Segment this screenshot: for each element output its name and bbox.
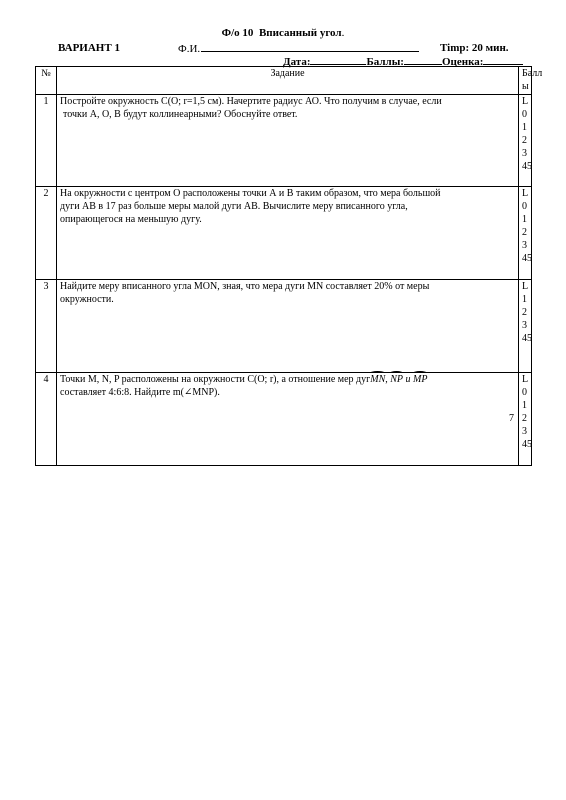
score-field-line[interactable] — [404, 55, 442, 65]
score-label: Баллы: — [366, 56, 404, 68]
time-limit: Timp: 20 мин. — [440, 42, 509, 54]
table-row — [36, 95, 532, 187]
title-dot: . — [341, 27, 345, 39]
header-points — [519, 67, 543, 95]
conjunction: и — [405, 374, 411, 385]
arc-mn: MN — [370, 374, 386, 385]
title-topic: Вписанный угол — [258, 27, 342, 39]
points-line: 2 — [522, 135, 527, 146]
table-row — [36, 280, 532, 373]
date-field-line[interactable] — [310, 55, 366, 65]
table-row — [36, 187, 532, 280]
task-number: 3 — [36, 280, 57, 373]
task-text-line: точки А, О, В будут коллинеарными? Обоснуйте ответ. — [63, 109, 298, 120]
title-code: Ф/о 10 — [221, 27, 254, 39]
points-line: 3 45 — [522, 148, 532, 172]
points-line: L 0 1 — [522, 188, 528, 225]
separator: , — [385, 374, 388, 385]
header-task: Задание — [57, 67, 519, 95]
points-line: 2 3 45 — [522, 413, 532, 450]
page-number: 7 — [509, 413, 514, 424]
task-text-line: составляет 4:6:8. Найдите m(∠MNP). — [60, 387, 220, 398]
arc-mp: MP — [413, 374, 428, 385]
header-number: № — [36, 67, 57, 95]
tasks-table — [35, 66, 543, 466]
header-points-line2: ы — [522, 81, 529, 92]
task-points — [519, 187, 532, 280]
task-points — [519, 95, 532, 187]
task-text-line: Найдите меру вписанного угла MON, зная, что мера дуги MN составляет 20% от меры — [60, 281, 430, 292]
task-points — [519, 373, 532, 466]
task-text-line: На окружности с центром О расположены точки А и В таким образом, что мера большой — [60, 188, 441, 199]
document-title — [0, 27, 566, 39]
task-number: 1 — [36, 95, 57, 187]
task-text-line: опирающегося на меньшую дугу. — [60, 214, 202, 225]
table-row — [36, 373, 532, 466]
task-text-line: окружности. — [60, 294, 114, 305]
task-text-segment: Точки M, N, P расположены на окружности C(O; r), а отношение мер дуг — [60, 374, 371, 385]
task-text — [57, 95, 519, 187]
header-points-line1: Балл — [522, 68, 543, 79]
task-number: 4 — [36, 373, 57, 466]
name-field-label: Ф.И. — [178, 43, 201, 55]
task-text-line: Постройте окружность C(O; r=1,5 см). Начертите радиус АО. Что получим в случае, если — [60, 96, 442, 107]
task-text — [57, 373, 519, 466]
task-text-line: дуги АВ в 17 раз больше меры малой дуги АВ. Вычислите меру вписанного угла, — [60, 201, 408, 212]
table-header-row — [36, 67, 532, 95]
grade-label: Оценка: — [441, 56, 484, 68]
variant-label: ВАРИАНТ 1 — [58, 42, 120, 54]
points-line: L 0 1 — [522, 96, 528, 133]
points-line: 2 3 45 — [522, 227, 532, 264]
grade-field-line[interactable] — [483, 55, 523, 65]
points-line: 3 45 — [522, 320, 532, 344]
name-field-line — [201, 42, 419, 52]
points-line: L 1 2 — [522, 281, 528, 318]
date-label: Дата: — [283, 56, 311, 68]
arc-np: NP — [390, 374, 404, 385]
task-points — [519, 280, 532, 373]
name-field[interactable] — [178, 42, 419, 55]
task-text-line — [60, 373, 515, 386]
task-text — [57, 280, 519, 373]
task-number: 2 — [36, 187, 57, 280]
points-line: L 0 1 — [522, 374, 528, 411]
task-text — [57, 187, 519, 280]
